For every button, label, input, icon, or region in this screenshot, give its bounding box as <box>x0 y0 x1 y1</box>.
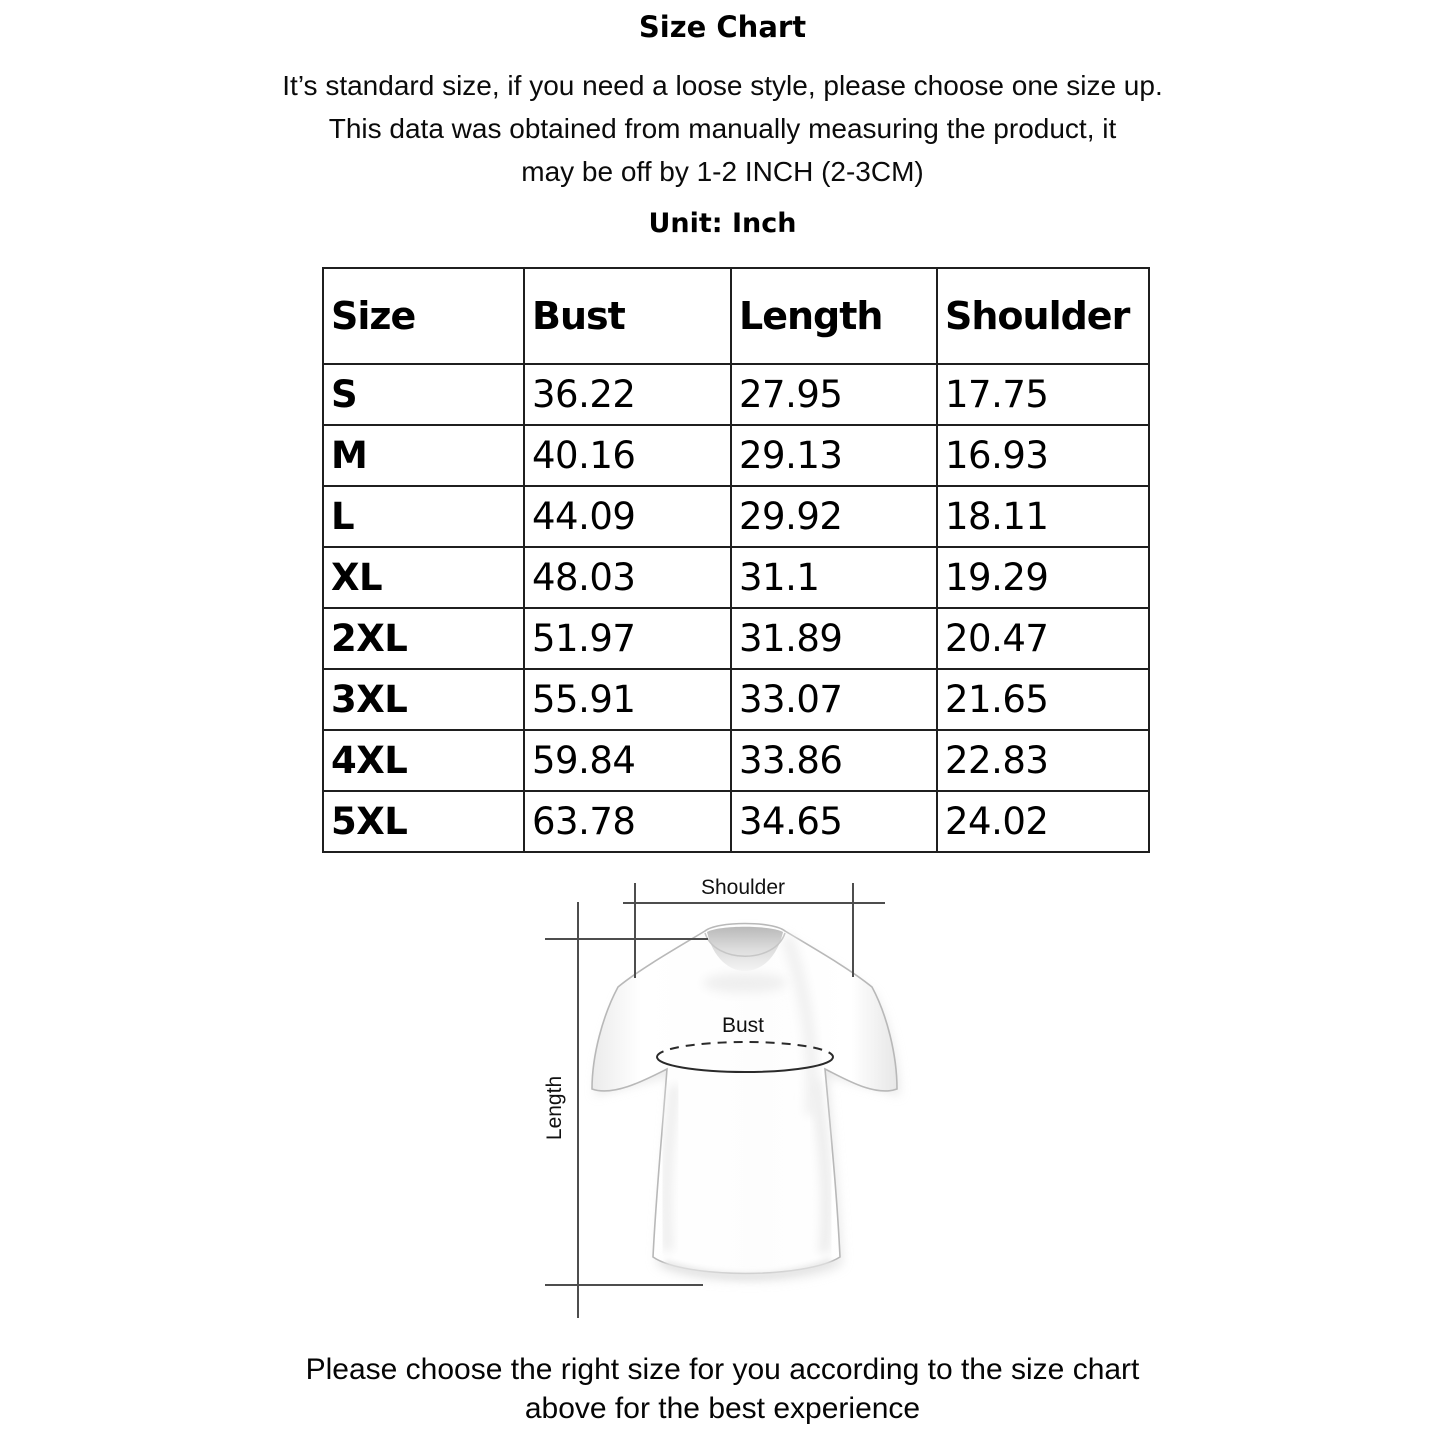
table-row <box>323 730 1149 791</box>
page-title: Size Chart <box>638 10 807 44</box>
value-cell: 17.75 <box>937 364 1149 425</box>
value-cell: 31.1 <box>731 547 937 608</box>
table-body <box>323 364 1149 852</box>
value-cell: 48.03 <box>524 547 731 608</box>
value-cell: 59.84 <box>524 730 731 791</box>
column-header: Bust <box>524 268 731 364</box>
table-row <box>323 791 1149 852</box>
value-cell: 16.93 <box>937 425 1149 486</box>
value-cell: 21.65 <box>937 669 1149 730</box>
size-cell: M <box>323 425 524 486</box>
table-row <box>323 608 1149 669</box>
value-cell: 27.95 <box>731 364 937 425</box>
column-header: Length <box>731 268 937 364</box>
bust-label: Bust <box>721 1014 765 1037</box>
under-collar-shade <box>703 973 787 993</box>
value-cell: 20.47 <box>937 608 1149 669</box>
column-header: Shoulder <box>937 268 1149 364</box>
footer-line-2: above for the best experience <box>524 1392 921 1425</box>
value-cell: 51.97 <box>524 608 731 669</box>
size-cell: 2XL <box>323 608 524 669</box>
unit-label: Unit: Inch <box>648 208 797 239</box>
footer-note <box>0 1350 1445 1428</box>
value-cell: 29.92 <box>731 486 937 547</box>
length-label: Length <box>543 1075 566 1141</box>
table-row <box>323 425 1149 486</box>
value-cell: 24.02 <box>937 791 1149 852</box>
header-row <box>323 268 1149 364</box>
value-cell: 29.13 <box>731 425 937 486</box>
shoulder-label: Shoulder <box>700 876 786 899</box>
table-row <box>323 364 1149 425</box>
size-cell: 5XL <box>323 791 524 852</box>
value-cell: 44.09 <box>524 486 731 547</box>
size-cell: 4XL <box>323 730 524 791</box>
value-cell: 40.16 <box>524 425 731 486</box>
intro-line-2: This data was obtained from manually measuring the product, it <box>328 113 1117 144</box>
column-header: Size <box>323 268 524 364</box>
size-cell: L <box>323 486 524 547</box>
size-cell: XL <box>323 547 524 608</box>
value-cell: 33.07 <box>731 669 937 730</box>
tshirt-measurement-diagram <box>515 865 965 1335</box>
value-cell: 63.78 <box>524 791 731 852</box>
value-cell: 33.86 <box>731 730 937 791</box>
intro-line-3: may be off by 1-2 INCH (2-3CM) <box>521 156 924 187</box>
footer-line-1: Please choose the right size for you according to the size chart <box>305 1353 1140 1386</box>
value-cell: 31.89 <box>731 608 937 669</box>
value-cell: 55.91 <box>524 669 731 730</box>
table-row <box>323 547 1149 608</box>
value-cell: 22.83 <box>937 730 1149 791</box>
size-table <box>322 267 1150 853</box>
tshirt-illustration <box>592 924 897 1277</box>
value-cell: 19.29 <box>937 547 1149 608</box>
intro-text <box>0 64 1445 193</box>
size-cell: S <box>323 364 524 425</box>
table-row <box>323 486 1149 547</box>
value-cell: 18.11 <box>937 486 1149 547</box>
size-cell: 3XL <box>323 669 524 730</box>
value-cell: 34.65 <box>731 791 937 852</box>
table-row <box>323 669 1149 730</box>
intro-line-1: It’s standard size, if you need a loose style, please choose one size up. <box>282 70 1163 101</box>
value-cell: 36.22 <box>524 364 731 425</box>
